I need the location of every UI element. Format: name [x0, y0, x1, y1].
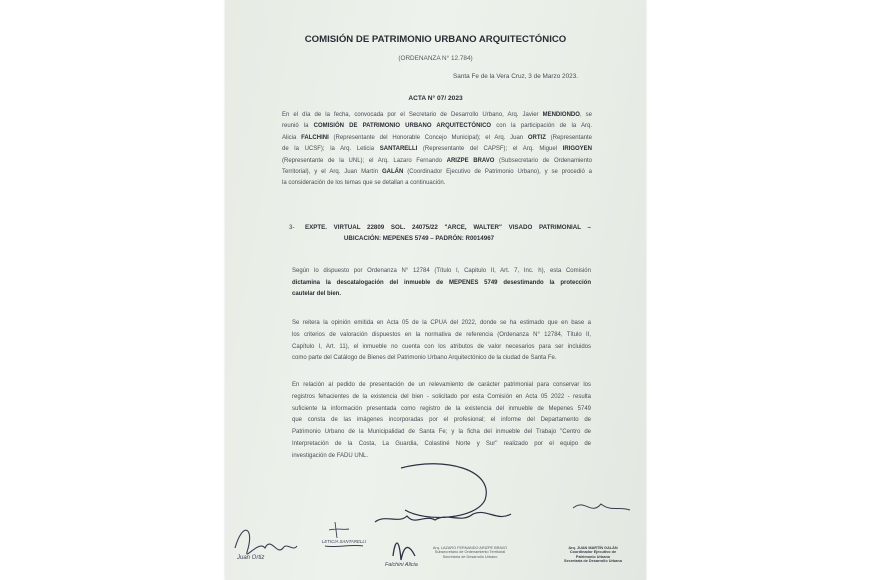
para3-line: En relación al pedido de presentación de un relevamiento de carácter patrimonial para conservar los — [292, 382, 591, 388]
stamp-galan: Arq. JUAN MARTÍN GALÁN Coordinador Ejecutivo de Patrimonio Urbano Secretaría de Desarrollo Urbano — [563, 546, 623, 564]
intro-line: Alicia FALCHINI (Representante del Honorable Concejo Municipal); el Arq. Juan ORTIZ (Representante — [282, 134, 592, 141]
intro-line: Territorial), y el Arq. Juan Martín GALÁN (Coordinador Ejecutivo de Patrimonio Urbano), y se procedió a — [282, 169, 592, 175]
handwritten-signatures — [225, 0, 646, 580]
para2-line: como parte del Catálogo de Bienes del Patrimonio Urbano Arquitectónico de la ciudad de Santa Fe. — [292, 355, 557, 362]
signature-falchini: Falchini Alicia — [385, 562, 418, 568]
para1-line: cautelar del bien. — [292, 291, 342, 298]
para3-line: que consta de las imágenes incorporadas por el profesional; el informe del Departamento de — [292, 417, 591, 424]
intro-line: En el día de la fecha, convocada por el Secretario de Desarrollo Urbano, Arq. Javier MENDIONDO, se — [282, 112, 592, 118]
para2-line: los criterios de valoración dispuestos en la normativa de referencia (Ordenanza N° 12784, Título II, — [292, 331, 591, 338]
para2-line: Se reitera la opinión emitida en Acta 05 de la CPUA del 2022, donde se ha estimado que en base a — [292, 320, 591, 326]
item-heading-line-2: UBICACIÓN: MEPENES 5749 – PADRÓN: R0014967 — [343, 235, 495, 242]
ordinance-reference: (ORDENANZA N° 12.784) — [398, 55, 473, 62]
acta-number: ACTA N° 07/ 2023 — [408, 95, 463, 102]
para1-line: Según lo dispuesto por Ordenanza N° 12784 (Título I, Capitulo II, Art. 7, Inc. h), esta Comisión — [292, 268, 591, 274]
item-heading-line-1: EXPTE. VIRTUAL 22809 SOL. 24075/22 "ARCE, WALTER" VISADO PATRIMONIAL – — [305, 224, 591, 231]
para3-line: Patrimonio Urbano de la Municipalidad de Santa Fe; y la ficha del inmueble del Trabajo "Centro de — [292, 429, 591, 436]
document-date: Santa Fe de la Vera Cruz, 3 de Marzo 2023. — [453, 73, 579, 80]
signature-santarelli: LETICIA SANTARELLI — [321, 539, 367, 544]
para3-line: investigación de FADU UNL. — [292, 452, 369, 459]
para3-line: registros fehacientes de la existencia del bien - solicitado por esta Comisión en Acta 05 2022 - resulta — [292, 393, 591, 400]
intro-line: de la UCSF); la Arq. Leticia SANTARELLI (Representante del CAPSF); el Arq. Miguel IRIGOYEN — [282, 146, 592, 153]
para2-line: Capítulo I, Art. 11), el inmueble no cuenta con los atributos de valor necesarios para ser incluidos — [292, 343, 591, 350]
para3-line: Interpretación de la Costa, La Guardia, Colastiné Norte y Sur" realizado por el equipo de — [292, 441, 591, 447]
intro-line: la consideración de los temas que se detallan a continuación. — [282, 180, 446, 187]
para1-line: dictamina la descatalogación del inmueble de MEPENES 5749 desestimando la protección — [292, 279, 591, 286]
stamp-arizpe-bravo: Arq. LAZARO FERNANDO ARIZPE BRAVO Subsecretario de Ordenamiento Territorial Secretaría de Desarrollo Urbano — [432, 546, 508, 559]
intro-line: reunió la COMISIÓN DE PATRIMONIO URBANO ARQUITECTÓNICO con la participación de la Arq. — [282, 123, 592, 130]
signature-ortiz: Juan Ortiz — [237, 555, 265, 561]
document-title: COMISIÓN DE PATRIMONIO URBANO ARQUITECTÓNICO — [304, 34, 567, 45]
document-page — [225, 0, 646, 580]
para3-line: suficiente la información presentada como registro de la existencia del inmueble de Mepenes 5749 — [292, 405, 591, 412]
intro-line: (Representante de la UNL); el Arq. Lazaro Fernando ARIZPE BRAVO (Subsecretario de Ordenamiento — [282, 157, 592, 164]
item-number: 3- — [289, 224, 295, 231]
